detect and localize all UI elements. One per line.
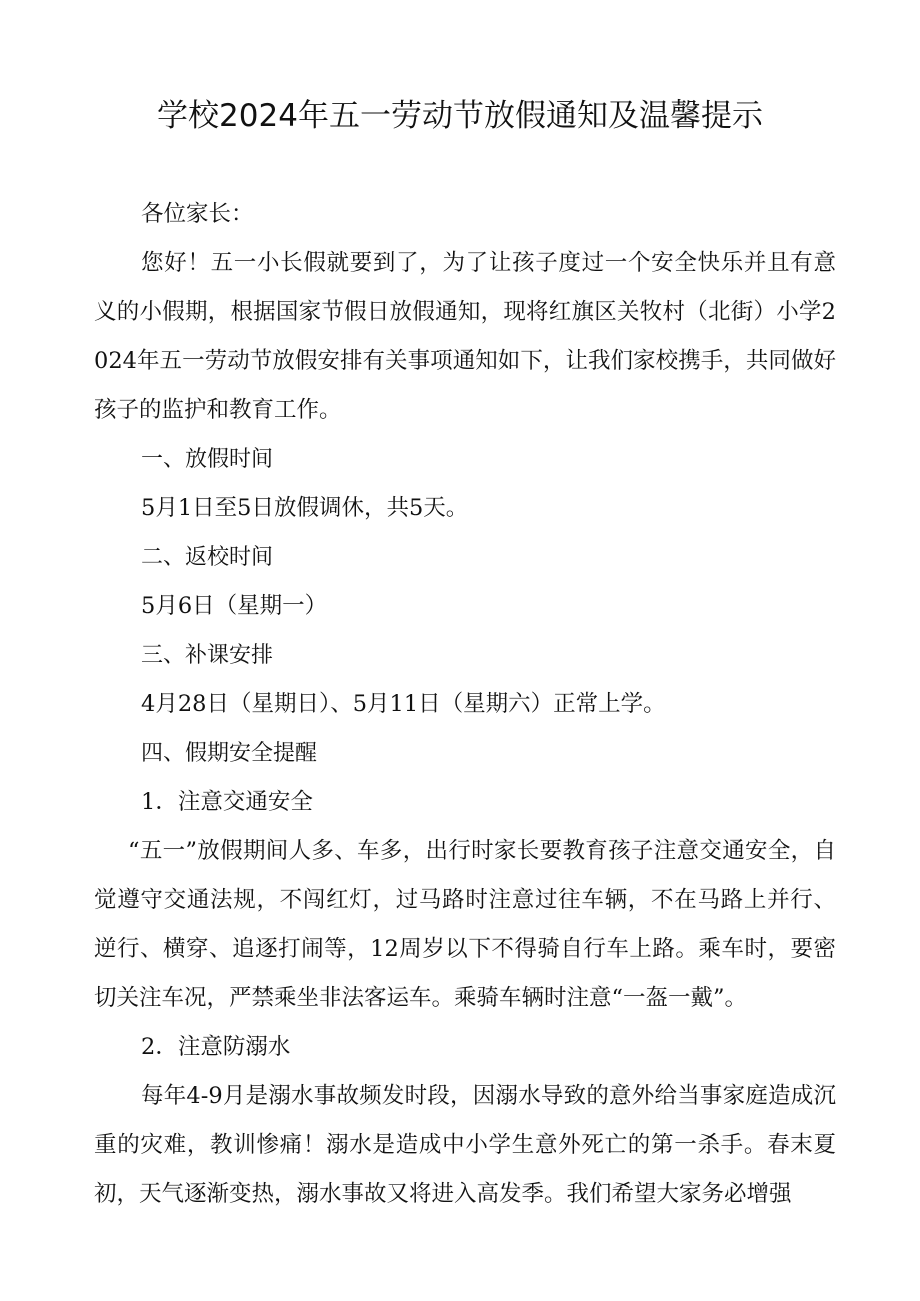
section-text-holiday-time: 5月1日至5日放假调休，共5天。 xyxy=(141,495,469,521)
section-text-makeup-classes: 4月28日（星期日）、5月11日（星期六）正常上学。 xyxy=(141,691,666,717)
salutation: 各位家长： xyxy=(141,201,254,227)
safety-item-drowning-title: 2．注意防溺水 xyxy=(141,1034,291,1060)
section-heading-holiday-time: 一、放假时间 xyxy=(141,447,274,472)
page-title: 学校2024年五一劳动节放假通知及温馨提示 xyxy=(157,98,763,134)
intro-paragraph: 您好！五一小长假就要到了，为了让孩子度过一个安全快乐并且有意义的小假期，根据国家节假日放假通知，现将红旗区关牧村（北街）小学2024年五一劳动节放假安排有关事项通知如下，让我们家校携手，共同做好孩子的监护和教育工作。 xyxy=(94,250,836,423)
safety-item-drowning-text: 每年4-9月是溺水事故频发时段，因溺水导致的意外给当事家庭造成沉重的灾难，教训惨痛！溺水是造成中小学生意外死亡的第一杀手。春末夏初，天气逐渐变热，溺水事故又将进入高发季。我们希望大家务必增强 xyxy=(94,1083,836,1207)
section-heading-makeup-classes: 三、补课安排 xyxy=(141,643,274,668)
document-body xyxy=(94,190,836,1219)
section-text-return-time: 5月6日（星期一） xyxy=(141,593,328,619)
section-heading-return-time: 二、返校时间 xyxy=(141,545,274,570)
safety-item-traffic-title: 1．注意交通安全 xyxy=(141,789,313,815)
section-heading-safety: 四、假期安全提醒 xyxy=(141,741,318,766)
safety-item-traffic-text: “五一”放假期间人多、车多，出行时家长要教育孩子注意交通安全，自觉遵守交通法规，不闯红灯，过马路时注意过往车辆，不在马路上并行、逆行、横穿、追逐打闹等，12周岁以下不得骑自行车上路。乘车时，要密切关注车况，严禁乘坐非法客运车。乘骑车辆时注意“一盔一戴”。 xyxy=(94,838,836,1011)
